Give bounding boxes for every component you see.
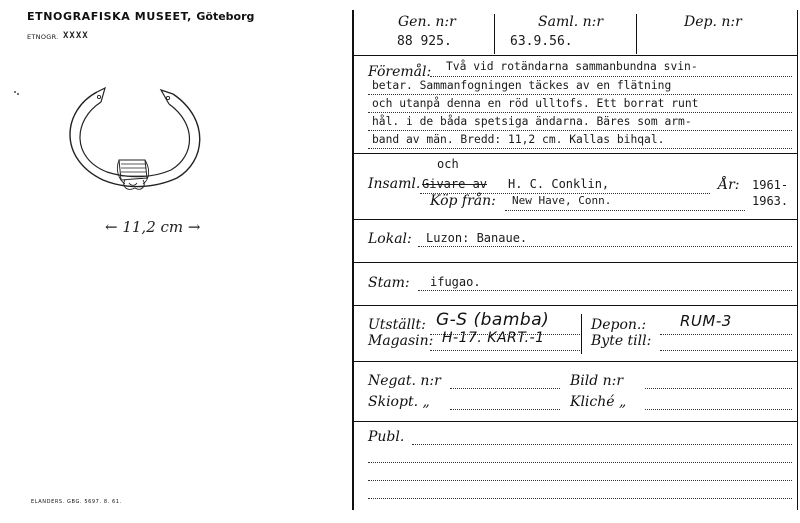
museum-title: ETNOGRAFISKA MUSEET,: [27, 10, 192, 23]
depon-value: RUM-3: [680, 312, 732, 330]
dotted-line: [368, 112, 792, 113]
dotted-line: [368, 94, 792, 95]
speck: [14, 91, 16, 93]
stam-value: ifugao.: [430, 275, 481, 289]
dotted-line: [660, 350, 792, 351]
header-divider-2: [636, 14, 637, 54]
magasin-label: Magasin:: [368, 333, 434, 349]
dotted-line: [368, 480, 792, 481]
saml-label: Saml. n:r: [538, 14, 604, 30]
dotted-line: [450, 388, 560, 389]
dotted-line: [368, 498, 792, 499]
byte-label: Byte till:: [591, 333, 652, 349]
foremal-label: Föremål:: [368, 64, 432, 80]
speck: [17, 93, 19, 95]
dotted-line: [660, 334, 792, 335]
struck-givare: Givare av: [422, 177, 488, 191]
collector-value: H. C. Conklin,: [508, 177, 610, 191]
printer-mark: ELANDERS. GBG. 5697. 8. 61.: [31, 499, 122, 505]
utstallt-value: G-S (bamba): [436, 310, 550, 330]
museum-name: [27, 10, 254, 23]
header-divider-1: [494, 14, 495, 54]
dotted-line: [368, 130, 792, 131]
bild-label: Bild n:r: [570, 373, 624, 389]
divider-left: [352, 10, 354, 510]
dotted-line: [430, 76, 792, 77]
dotted-line: [505, 210, 745, 211]
etnogr-number: XXXX: [63, 31, 89, 41]
museum-city: Göteborg: [196, 10, 255, 23]
armband-drawing: [55, 80, 215, 200]
kop-label: Köp från:: [430, 193, 496, 209]
dotted-line: [430, 334, 580, 335]
storage-divider: [581, 314, 582, 354]
dotted-line: [430, 350, 580, 351]
storage-rule: [354, 361, 797, 362]
utstallt-label: Utställt:: [368, 317, 426, 333]
foremal-line-2: betar. Sammanfogningen täckes av en flätning: [372, 79, 672, 92]
foremal-line-3: och utanpå denna en röd ulltofs. Ett borrat runt: [372, 97, 699, 110]
depon-label: Depon.:: [591, 317, 647, 333]
photo-rule: [354, 421, 797, 422]
ar-value-1: 1961-: [752, 178, 789, 192]
insaml-rule: [354, 219, 797, 220]
stam-rule: [354, 305, 797, 306]
dotted-line: [412, 444, 792, 445]
magasin-value: H-17. KART.-1: [442, 330, 545, 346]
gen-label: Gen. n:r: [398, 14, 456, 30]
publ-label: Publ.: [368, 429, 405, 445]
saml-value: 63.9.56.: [510, 34, 573, 49]
skiopt-label: Skiopt. „: [368, 394, 430, 410]
foremal-rule: [354, 153, 797, 154]
divider-right: [797, 10, 798, 510]
negat-label: Negat. n:r: [368, 373, 441, 389]
ar-value-2: 1963.: [752, 194, 789, 208]
gen-value: 88 925.: [397, 34, 452, 49]
dotted-line: [418, 290, 792, 291]
foremal-line-1: Två vid rotändarna sammanbundna svin-: [446, 60, 698, 73]
dotted-line: [418, 246, 792, 247]
etnogr-label: ETNOGR.: [27, 33, 59, 41]
dotted-line: [450, 409, 560, 410]
width-annotation: ← 11,2 cm →: [105, 218, 201, 236]
dep-label: Dep. n:r: [684, 14, 742, 30]
foremal-line-4: hål. i de båda spetsiga ändarna. Bäres som arm-: [372, 115, 692, 128]
lokal-rule: [354, 262, 797, 263]
dotted-line: [645, 409, 792, 410]
lokal-label: Lokal:: [368, 231, 412, 247]
dotted-line: [368, 462, 792, 463]
dotted-line: [645, 388, 792, 389]
insaml-label: Insaml.: [368, 176, 421, 192]
och-text: och: [437, 157, 459, 171]
foremal-line-5: band av män. Bredd: 11,2 cm. Kallas bihqal.: [372, 133, 665, 146]
kop-value: New Have, Conn.: [512, 194, 612, 207]
dotted-line: [368, 148, 792, 149]
stam-label: Stam:: [368, 275, 410, 291]
kliche-label: Kliché „: [570, 394, 627, 410]
lokal-value: Luzon: Banaue.: [426, 231, 528, 245]
header-rule: [354, 55, 797, 56]
ar-label: År:: [718, 177, 740, 193]
